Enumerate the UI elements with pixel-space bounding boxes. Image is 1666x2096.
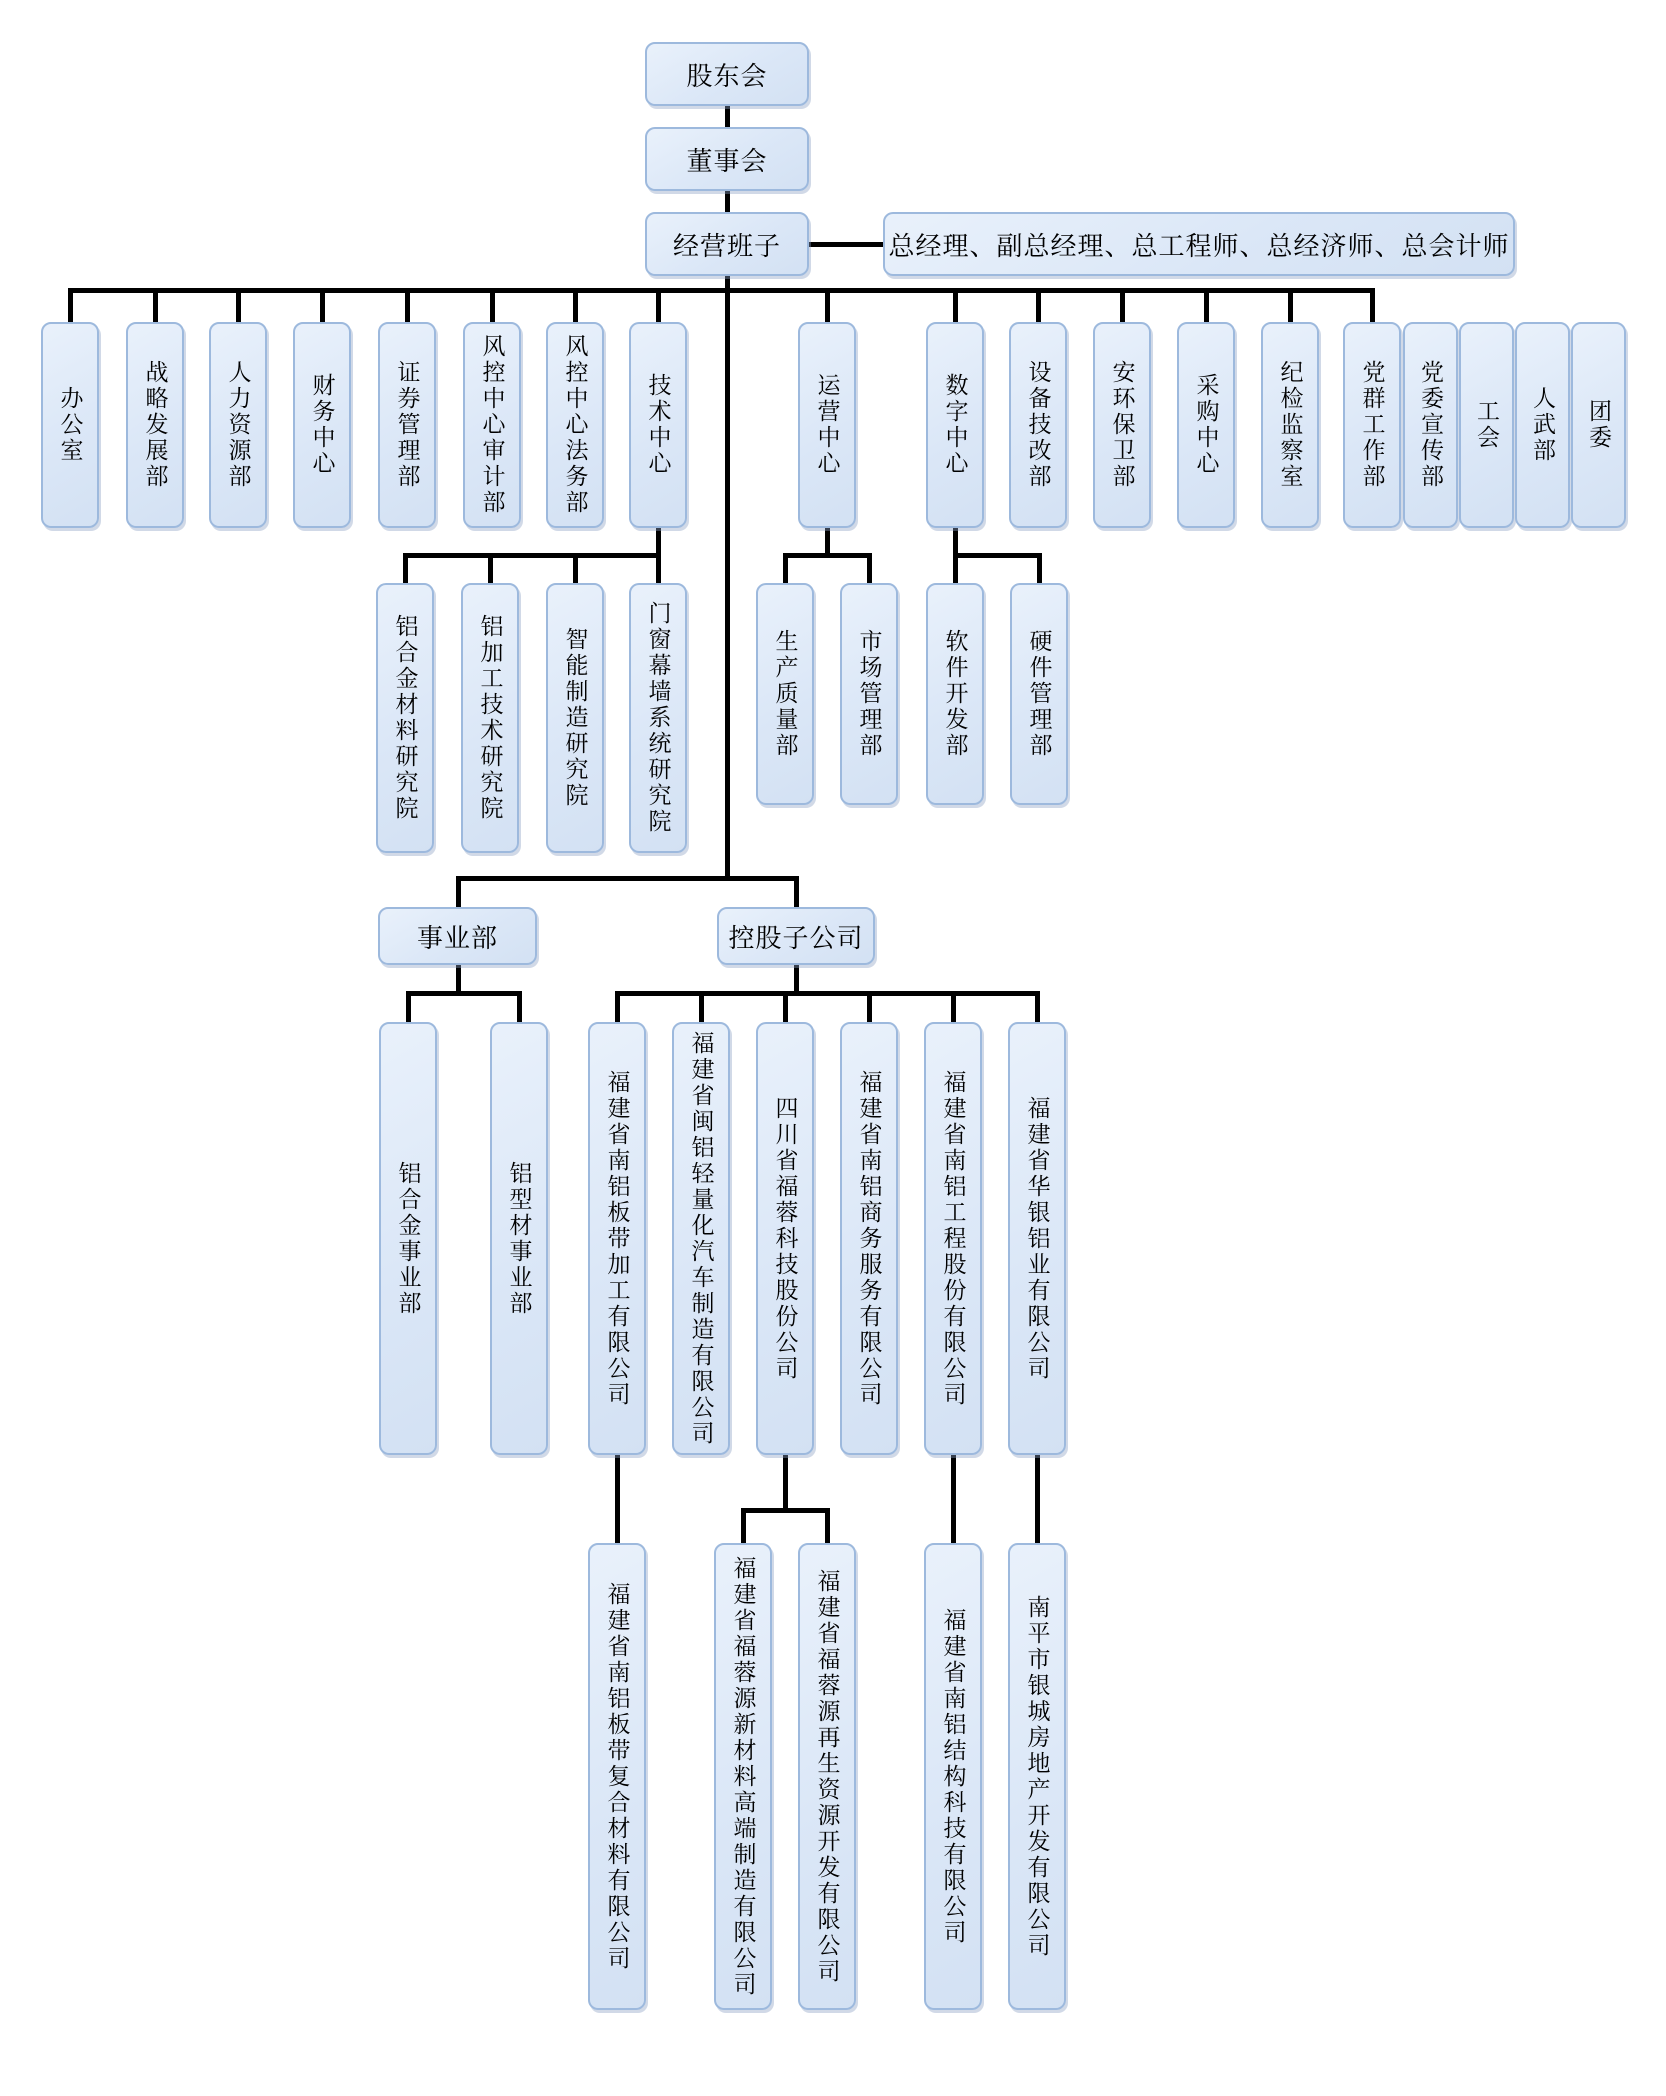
node-smart-manufacturing-institute bbox=[546, 583, 604, 853]
node-software-dev bbox=[926, 583, 984, 805]
connector bbox=[615, 1455, 620, 1543]
node-label: 软件开发部 bbox=[942, 629, 968, 759]
node-tech-center bbox=[629, 322, 687, 528]
node-label: 党委宣传部 bbox=[1418, 360, 1443, 490]
node-label: 人力资源部 bbox=[225, 360, 251, 490]
connector bbox=[320, 288, 325, 322]
node-youth-league bbox=[1571, 322, 1626, 528]
node-human-resources bbox=[209, 322, 267, 528]
connector bbox=[517, 991, 522, 1022]
node-co-real-estate bbox=[1008, 1543, 1066, 2010]
node-window-curtainwall-institute bbox=[629, 583, 687, 853]
connector bbox=[794, 965, 799, 993]
connector bbox=[867, 991, 872, 1022]
connector bbox=[153, 288, 158, 322]
connector bbox=[783, 991, 788, 1022]
node-risk-audit bbox=[463, 322, 521, 528]
connector bbox=[825, 1508, 830, 1543]
node-label: 技术中心 bbox=[645, 373, 671, 477]
connector bbox=[406, 991, 411, 1022]
node-militia-dept bbox=[1515, 322, 1570, 528]
node-label: 福建省闽铝轻量化汽车制造有限公司 bbox=[688, 1030, 714, 1447]
node-label: 福建省南铝工程股份有限公司 bbox=[940, 1069, 966, 1408]
node-co-lightweight-auto bbox=[672, 1022, 730, 1455]
node-discipline-inspection bbox=[1261, 322, 1319, 528]
node-label: 铝型材事业部 bbox=[506, 1160, 532, 1317]
connector bbox=[953, 553, 1041, 558]
node-label: 总经理、副总经理、总工程师、总经济师、总会计师 bbox=[888, 231, 1510, 261]
connector bbox=[615, 991, 1039, 996]
node-label: 铝合金材料研究院 bbox=[392, 614, 418, 822]
connector bbox=[1035, 991, 1040, 1022]
node-equipment-upgrade bbox=[1009, 322, 1067, 528]
node-label: 股东会 bbox=[686, 61, 768, 91]
node-safety-security bbox=[1093, 322, 1151, 528]
node-alloy-materials-institute bbox=[376, 583, 434, 853]
node-label: 铝合金事业部 bbox=[395, 1160, 421, 1317]
connector bbox=[867, 553, 872, 583]
connector bbox=[725, 106, 730, 127]
connector bbox=[456, 876, 798, 881]
node-office bbox=[41, 322, 99, 528]
connector bbox=[656, 288, 661, 322]
node-label: 风控中心审计部 bbox=[479, 334, 505, 516]
node-holding-subsidiaries bbox=[717, 907, 875, 965]
connector bbox=[403, 553, 408, 583]
node-label: 智能制造研究院 bbox=[562, 627, 588, 809]
node-co-recycling-resources bbox=[798, 1543, 856, 2010]
connector bbox=[403, 553, 661, 558]
node-risk-legal bbox=[546, 322, 604, 528]
node-label: 董事会 bbox=[686, 146, 768, 176]
node-business-units bbox=[378, 907, 537, 965]
connector bbox=[741, 1508, 829, 1513]
node-label: 控股子公司 bbox=[728, 923, 864, 953]
node-co-furong-tech bbox=[756, 1022, 814, 1455]
connector bbox=[573, 288, 578, 322]
connector bbox=[699, 991, 704, 1022]
node-label: 事业部 bbox=[416, 923, 498, 953]
node-label: 团委 bbox=[1586, 399, 1611, 451]
node-strategy-dev bbox=[126, 322, 184, 528]
node-profile-business-unit bbox=[490, 1022, 548, 1455]
node-label: 南平市银城房地产开发有限公司 bbox=[1024, 1594, 1050, 1959]
node-label: 运营中心 bbox=[814, 373, 840, 477]
node-label: 福建省南铝结构科技有限公司 bbox=[940, 1607, 966, 1946]
connector bbox=[456, 965, 461, 993]
node-label: 安环保卫部 bbox=[1109, 360, 1135, 490]
node-co-structure-tech bbox=[924, 1543, 982, 2010]
node-label: 经营班子 bbox=[672, 231, 781, 261]
connector bbox=[1037, 553, 1042, 583]
node-co-huayin-aluminum bbox=[1008, 1022, 1066, 1455]
connector bbox=[1370, 288, 1375, 322]
connector bbox=[68, 288, 1375, 293]
node-finance-center bbox=[293, 322, 351, 528]
node-label: 市场管理部 bbox=[856, 629, 882, 759]
node-co-composite-materials bbox=[588, 1543, 646, 2010]
connector bbox=[953, 288, 958, 322]
node-label: 数字中心 bbox=[942, 373, 968, 477]
node-label: 福建省南铝商务服务有限公司 bbox=[856, 1069, 882, 1408]
node-party-mass-work bbox=[1343, 322, 1401, 528]
node-co-sheet-strip bbox=[588, 1022, 646, 1455]
node-label: 铝加工技术研究院 bbox=[477, 614, 503, 822]
node-label: 纪检监察室 bbox=[1277, 360, 1303, 490]
node-co-engineering bbox=[924, 1022, 982, 1455]
node-processing-tech-institute bbox=[461, 583, 519, 853]
connector bbox=[1120, 288, 1125, 322]
node-labor-union bbox=[1459, 322, 1514, 528]
node-label: 福建省南铝板带加工有限公司 bbox=[604, 1069, 630, 1408]
connector bbox=[725, 191, 730, 212]
connector bbox=[783, 1455, 788, 1513]
node-label: 采购中心 bbox=[1193, 373, 1219, 477]
node-label: 硬件管理部 bbox=[1026, 629, 1052, 759]
node-board bbox=[645, 127, 809, 191]
node-label: 战略发展部 bbox=[142, 360, 168, 490]
node-label: 财务中心 bbox=[309, 373, 335, 477]
connector bbox=[794, 876, 799, 907]
connector bbox=[783, 553, 788, 583]
connector bbox=[456, 876, 461, 907]
connector bbox=[1036, 288, 1041, 322]
node-label: 人武部 bbox=[1530, 386, 1555, 464]
connector bbox=[615, 991, 620, 1022]
node-label: 证券管理部 bbox=[394, 360, 420, 490]
connector bbox=[405, 288, 410, 322]
connector bbox=[1204, 288, 1209, 322]
connector bbox=[825, 288, 830, 322]
node-label: 四川省福蓉科技股份公司 bbox=[772, 1095, 798, 1382]
connector bbox=[656, 553, 661, 583]
connector-trunk bbox=[725, 276, 730, 881]
node-label: 工会 bbox=[1474, 399, 1499, 451]
connector bbox=[741, 1508, 746, 1543]
node-co-newmaterial-manufacturing bbox=[714, 1543, 772, 2010]
node-production-quality bbox=[756, 583, 814, 805]
node-party-publicity bbox=[1403, 322, 1458, 528]
node-executives-note bbox=[883, 212, 1515, 276]
node-label: 福建省福蓉源新材料高端制造有限公司 bbox=[730, 1555, 756, 1998]
node-market-mgmt bbox=[840, 583, 898, 805]
connector bbox=[1288, 288, 1293, 322]
node-co-business-services bbox=[840, 1022, 898, 1455]
node-procurement-center bbox=[1177, 322, 1235, 528]
node-operations-center bbox=[798, 322, 856, 528]
node-label: 福建省华银铝业有限公司 bbox=[1024, 1095, 1050, 1382]
connector bbox=[406, 991, 521, 996]
connector bbox=[951, 991, 956, 1022]
node-label: 福建省南铝板带复合材料有限公司 bbox=[604, 1581, 630, 1972]
connector bbox=[236, 288, 241, 322]
node-alloy-business-unit bbox=[379, 1022, 437, 1455]
connector bbox=[573, 553, 578, 583]
connector bbox=[951, 1455, 956, 1543]
node-label: 福建省福蓉源再生资源开发有限公司 bbox=[814, 1568, 840, 1985]
connector bbox=[783, 553, 872, 558]
node-label: 风控中心法务部 bbox=[562, 334, 588, 516]
connector bbox=[490, 288, 495, 322]
node-label: 门窗幕墙系统研究院 bbox=[645, 601, 671, 835]
node-label: 设备技改部 bbox=[1025, 360, 1051, 490]
connector bbox=[488, 553, 493, 583]
connector bbox=[68, 288, 73, 322]
node-label: 生产质量部 bbox=[772, 629, 798, 759]
node-label: 党群工作部 bbox=[1359, 360, 1385, 490]
node-securities-mgmt bbox=[378, 322, 436, 528]
node-hardware-mgmt bbox=[1010, 583, 1068, 805]
node-label: 办公室 bbox=[57, 386, 83, 464]
connector bbox=[1035, 1455, 1040, 1543]
connector bbox=[809, 242, 883, 247]
node-shareholders bbox=[645, 42, 809, 106]
node-digital-center bbox=[926, 322, 984, 528]
node-management-team bbox=[645, 212, 809, 276]
